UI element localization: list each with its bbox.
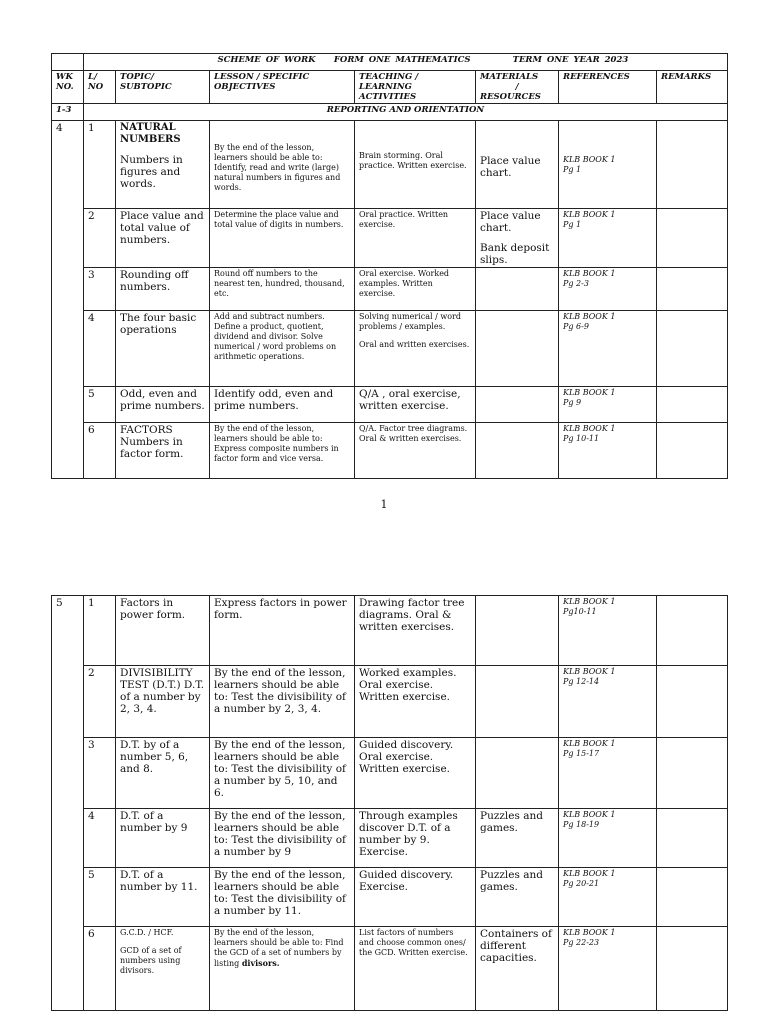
remarks-cell <box>657 596 728 666</box>
reference-page: Pg 9 <box>563 398 582 407</box>
activities-cell: Brain storming. Oral practice. Written exercise. <box>355 121 476 209</box>
materials-cell <box>476 666 559 738</box>
remarks-cell <box>657 121 728 209</box>
materials-cell: Containers of different capacities. <box>476 927 559 1011</box>
term-title: TERM ONE YEAR 2023 <box>512 55 629 65</box>
reference-page: Pg 1 <box>563 220 582 229</box>
reference-book: KLB BOOK 1 <box>563 667 616 676</box>
lesson-number: 3 <box>84 738 116 809</box>
lesson-number: 1 <box>84 121 116 209</box>
objectives-cell: Add and subtract numbers. Define a product, quotient, dividend and divisor. Solve numerical / word problems on arithmetic operations. <box>210 311 355 387</box>
reference-page: Pg 12-14 <box>563 677 600 686</box>
objectives-cell: Express factors in power form. <box>210 596 355 666</box>
subtopic: GCD of a set of numbers using divisors. <box>120 946 182 975</box>
objectives-text: By the end of the lesson, learners should be able to: Find the GCD of a set of numbers by listing <box>214 928 344 968</box>
activities-cell: Worked examples. Oral exercise. Written exercise. <box>355 666 476 738</box>
remarks-cell <box>657 311 728 387</box>
objectives-cell: By the end of the lesson, learners should be able to: Test the divisibility of a number by 2, 3, 4. <box>210 666 355 738</box>
header-lno: L/ NO <box>84 71 116 104</box>
topic-cell <box>116 927 210 1011</box>
table-row <box>52 666 728 738</box>
header-remarks: REMARKS <box>657 71 728 104</box>
header-materials-line3: RESOURCES <box>480 92 541 102</box>
header-activities: TEACHING / LEARNING ACTIVITIES <box>355 71 476 104</box>
remarks-cell <box>657 738 728 809</box>
table-row <box>52 121 728 209</box>
page-number: 1 <box>380 498 388 511</box>
reference-book: KLB BOOK 1 <box>563 869 616 878</box>
materials-cell: Puzzles and games. <box>476 868 559 927</box>
reference-book: KLB BOOK 1 <box>563 269 616 278</box>
reference-page: Pg 2-3 <box>563 279 589 288</box>
materials-cell <box>476 387 559 423</box>
orientation-row <box>52 104 728 121</box>
table-row <box>52 868 728 927</box>
table-row <box>52 596 728 666</box>
reference-book: KLB BOOK 1 <box>563 388 616 397</box>
table-row <box>52 311 728 387</box>
header-wk: WK NO. <box>52 71 84 104</box>
objectives-bold-text: divisors. <box>241 958 280 968</box>
week-number: 5 <box>52 596 84 1011</box>
objectives-cell: By the end of the lesson, learners should be able to: Test the divisibility of a number by 9 <box>210 809 355 868</box>
scheme-table-page-1 <box>51 53 728 479</box>
header-materials <box>476 71 559 104</box>
lesson-number: 6 <box>84 423 116 479</box>
references-cell <box>559 738 657 809</box>
scheme-table-page-2 <box>51 595 728 1011</box>
references-cell <box>559 666 657 738</box>
table-row <box>52 209 728 268</box>
lesson-number: 6 <box>84 927 116 1011</box>
objectives-cell: Determine the place value and total value of digits in numbers. <box>210 209 355 268</box>
reference-book: KLB BOOK 1 <box>563 597 616 606</box>
subtopic: Rounding off numbers. <box>116 268 210 311</box>
activities-cell: Guided discovery. Exercise. <box>355 868 476 927</box>
subtopic: The four basic operations <box>116 311 210 387</box>
reference-page: Pg10-11 <box>563 607 597 616</box>
reference-page: Pg 15-17 <box>563 749 600 758</box>
objectives-cell: Identify odd, even and prime numbers. <box>210 387 355 423</box>
activity-item: Oral and written exercises. <box>359 340 470 349</box>
references-cell <box>559 387 657 423</box>
reference-page: Pg 10-11 <box>563 434 600 443</box>
table-row <box>52 927 728 1011</box>
orientation-text: REPORTING AND ORIENTATION <box>84 104 728 121</box>
materials-cell <box>476 209 559 268</box>
references-cell <box>559 423 657 479</box>
table-row <box>52 423 728 479</box>
subtopic: Factors in power form. <box>116 596 210 666</box>
materials-cell: Place value chart. <box>476 121 559 209</box>
materials-item: Place value chart. <box>480 210 541 234</box>
activities-cell: Oral exercise. Worked examples. Written exercise. <box>355 268 476 311</box>
lesson-number: 5 <box>84 387 116 423</box>
header-references: REFERENCES <box>559 71 657 104</box>
references-cell <box>559 927 657 1011</box>
references-cell <box>559 209 657 268</box>
remarks-cell <box>657 927 728 1011</box>
reference-page: Pg 1 <box>563 165 582 174</box>
reference-book: KLB BOOK 1 <box>563 312 616 321</box>
materials-cell <box>476 268 559 311</box>
activities-cell <box>355 311 476 387</box>
subtopic: FACTORS Numbers in factor form. <box>116 423 210 479</box>
reference-page: Pg 18-19 <box>563 820 600 829</box>
title-row <box>52 54 728 71</box>
activity-item: Solving numerical / word problems / examples. <box>359 312 461 331</box>
header-objectives: LESSON / SPECIFIC OBJECTIVES <box>210 71 355 104</box>
objectives-cell: By the end of the lesson, learners should be able to: Express composite numbers in factor form and vice versa. <box>210 423 355 479</box>
references-cell <box>559 268 657 311</box>
lesson-number: 3 <box>84 268 116 311</box>
header-topic: TOPIC/ SUBTOPIC <box>116 71 210 104</box>
header-row <box>52 71 728 104</box>
remarks-cell <box>657 387 728 423</box>
reference-page: Pg 6-9 <box>563 322 589 331</box>
remarks-cell <box>657 423 728 479</box>
remarks-cell <box>657 666 728 738</box>
reference-book: KLB BOOK 1 <box>563 810 616 819</box>
reference-page: Pg 20-21 <box>563 879 600 888</box>
header-materials-line1: MATERIALS <box>480 72 539 82</box>
reference-book: KLB BOOK 1 <box>563 155 616 164</box>
materials-cell <box>476 423 559 479</box>
remarks-cell <box>657 268 728 311</box>
subtopic: Numbers in figures and words. <box>120 154 183 190</box>
header-materials-line2: / <box>515 82 519 92</box>
reference-book: KLB BOOK 1 <box>563 210 616 219</box>
table-row <box>52 809 728 868</box>
orientation-wk: 1-3 <box>52 104 84 121</box>
topic-heading: G.C.D. / HCF. <box>120 928 174 937</box>
references-cell <box>559 311 657 387</box>
activities-cell: Guided discovery. Oral exercise. Written exercise. <box>355 738 476 809</box>
lesson-number: 2 <box>84 209 116 268</box>
materials-cell <box>476 311 559 387</box>
lesson-number: 2 <box>84 666 116 738</box>
title-cell <box>84 54 728 71</box>
activities-cell: Drawing factor tree diagrams. Oral & written exercises. <box>355 596 476 666</box>
scheme-of-work-title: SCHEME OF WORK <box>217 55 316 65</box>
subtopic: Place value and total value of numbers. <box>116 209 210 268</box>
topic-cell <box>116 121 210 209</box>
reference-book: KLB BOOK 1 <box>563 739 616 748</box>
activities-cell: Q/A. Factor tree diagrams. Oral & written exercises. <box>355 423 476 479</box>
materials-cell <box>476 738 559 809</box>
activities-cell: List factors of numbers and choose common ones/ the GCD. Written exercise. <box>355 927 476 1011</box>
subtopic: DIVISIBILITY TEST (D.T.) D.T. of a number by 2, 3, 4. <box>116 666 210 738</box>
materials-cell: Puzzles and games. <box>476 809 559 868</box>
objectives-cell <box>210 927 355 1011</box>
topic-heading: NATURAL NUMBERS <box>120 122 181 145</box>
subtopic: Odd, even and prime numbers. <box>116 387 210 423</box>
subtopic: D.T. of a number by 11. <box>116 868 210 927</box>
activities-cell: Through examples discover D.T. of a number by 9. Exercise. <box>355 809 476 868</box>
remarks-cell <box>657 209 728 268</box>
reference-book: KLB BOOK 1 <box>563 928 616 937</box>
remarks-cell <box>657 868 728 927</box>
title-blank-cell <box>52 54 84 71</box>
objectives-cell: By the end of the lesson, learners should be able to: Test the divisibility of a number by 5, 10, and 6. <box>210 738 355 809</box>
subtopic: D.T. of a number by 9 <box>116 809 210 868</box>
table-row <box>52 268 728 311</box>
references-cell <box>559 121 657 209</box>
table-row <box>52 387 728 423</box>
materials-item: Bank deposit slips. <box>480 242 550 266</box>
lesson-number: 5 <box>84 868 116 927</box>
subtopic: D.T. by of a number 5, 6, and 8. <box>116 738 210 809</box>
references-cell <box>559 868 657 927</box>
references-cell <box>559 596 657 666</box>
references-cell <box>559 809 657 868</box>
form-title: FORM ONE MATHEMATICS <box>333 55 471 65</box>
reference-page: Pg 22-23 <box>563 938 600 947</box>
lesson-number: 4 <box>84 809 116 868</box>
activities-cell: Oral practice. Written exercise. <box>355 209 476 268</box>
objectives-cell: Round off numbers to the nearest ten, hundred, thousand, etc. <box>210 268 355 311</box>
reference-book: KLB BOOK 1 <box>563 424 616 433</box>
activities-cell: Q/A , oral exercise, written exercise. <box>355 387 476 423</box>
week-number: 4 <box>52 121 84 479</box>
lesson-number: 4 <box>84 311 116 387</box>
materials-cell <box>476 596 559 666</box>
lesson-number: 1 <box>84 596 116 666</box>
objectives-cell: By the end of the lesson, learners should be able to: Identify, read and write (large) natural numbers in figures and words. <box>210 121 355 209</box>
objectives-cell: By the end of the lesson, learners should be able to: Test the divisibility of a number by 11. <box>210 868 355 927</box>
remarks-cell <box>657 809 728 868</box>
table-row <box>52 738 728 809</box>
